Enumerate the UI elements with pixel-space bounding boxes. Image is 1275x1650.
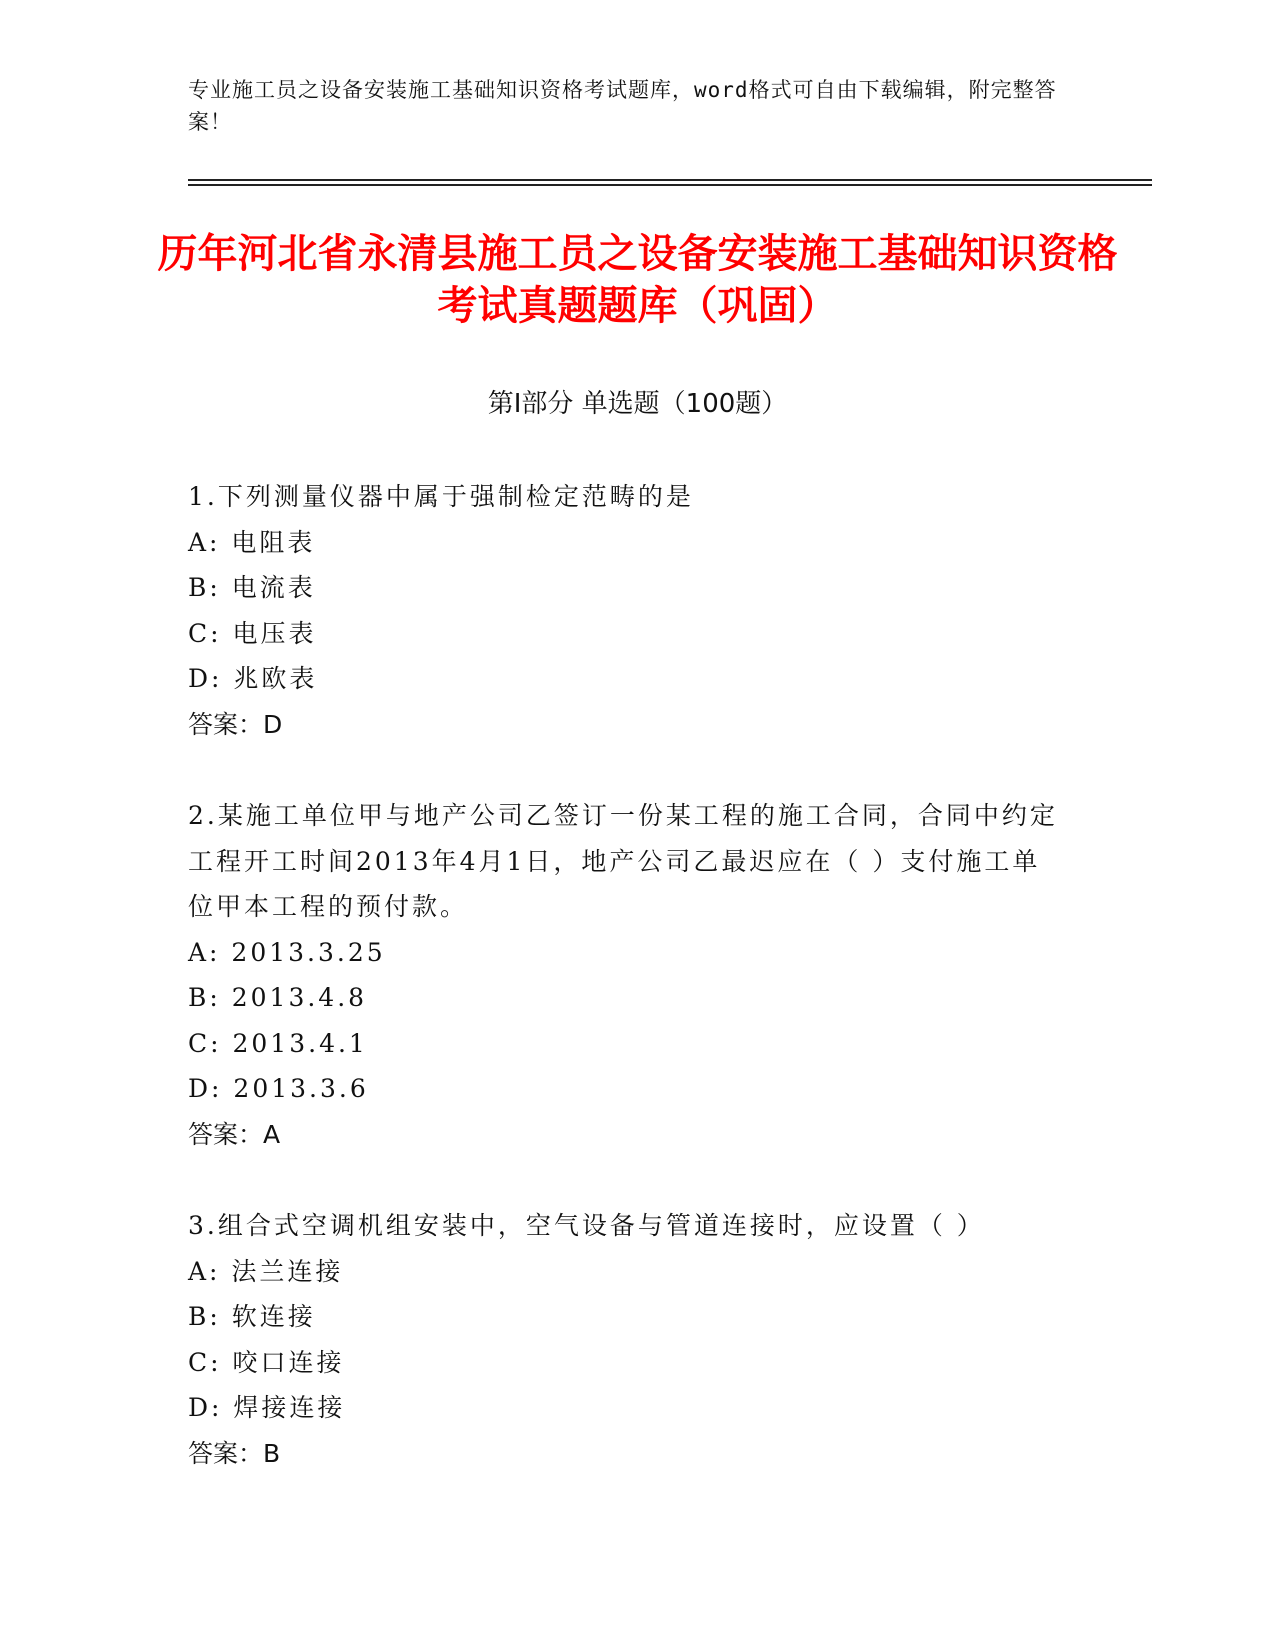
option-d: D: 焊接连接 <box>188 1393 346 1422</box>
header-rule-top <box>188 179 1152 181</box>
option-c: C: 电压表 <box>188 618 317 648</box>
option-b: B: 软连接 <box>188 1302 316 1331</box>
option-d: D: 2013.3.6 <box>188 1074 369 1103</box>
document-title: 历年河北省永清县施工员之设备安装施工基础知识资格考试真题题库（巩固） <box>157 231 1118 329</box>
option-a: A: 2013.3.25 <box>188 937 386 967</box>
header-note: 专业施工员之设备安装施工基础知识资格考试题库，word格式可自由下载编辑，附完整答案！ <box>188 78 1057 134</box>
header-rule-bottom <box>188 184 1152 186</box>
option-a: A: 法兰连接 <box>188 1256 344 1286</box>
question-list <box>188 474 1058 1522</box>
question-stem: 3.组合式空调机组安装中，空气设备与管道连接时，应设置（ ） <box>188 1211 985 1240</box>
answer: 答案：A <box>188 1119 281 1149</box>
question-stem: 2.某施工单位甲与地产公司乙签订一份某工程的施工合同，合同中约定工程开工时间2013年4月1日，地产公司乙最迟应在（ ）支付施工单位甲本工程的预付款。 <box>188 801 1058 921</box>
question-1 <box>188 474 1058 747</box>
answer: 答案：B <box>188 1438 281 1468</box>
option-c: C: 2013.4.1 <box>188 1028 368 1058</box>
question-stem: 1.下列测量仪器中属于强制检定范畴的是 <box>188 482 694 511</box>
option-b: B: 电流表 <box>188 573 316 602</box>
question-3 <box>188 1203 1058 1476</box>
option-a: A: 电阻表 <box>188 527 316 557</box>
section-heading: 第I部分 单选题（100题） <box>487 389 788 419</box>
question-2 <box>188 793 1058 1157</box>
option-d: D: 兆欧表 <box>188 664 318 693</box>
option-c: C: 咬口连接 <box>188 1347 345 1377</box>
option-b: B: 2013.4.8 <box>188 983 368 1012</box>
answer: 答案：D <box>188 709 283 739</box>
